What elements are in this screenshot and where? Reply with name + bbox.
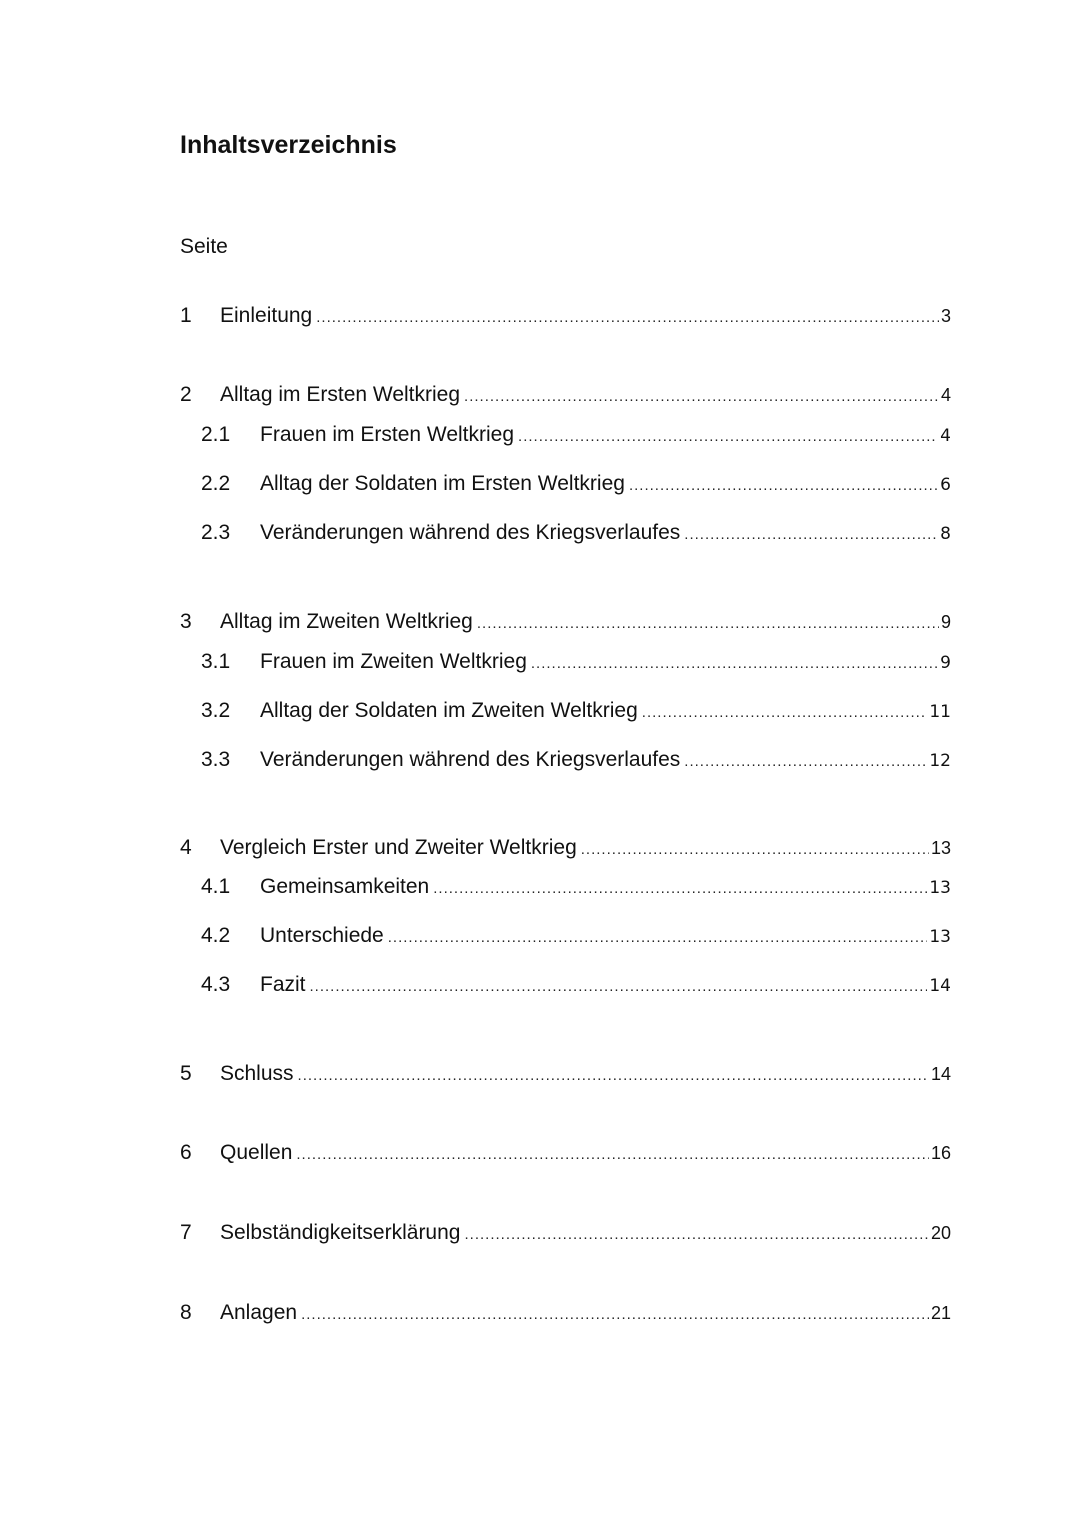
toc-entry-title: Gemeinsamkeiten	[260, 875, 430, 898]
toc-entry-number: 2.2	[201, 472, 231, 495]
toc-entry-line	[220, 1059, 951, 1089]
toc-entry-line	[260, 518, 951, 548]
toc-entry-page: 12	[929, 751, 951, 771]
toc-dot-leader	[464, 382, 939, 412]
toc-entry-title: Alltag im Zweiten Weltkrieg	[220, 610, 473, 633]
toc-dot-leader	[296, 1140, 929, 1170]
toc-subentry	[0, 647, 1080, 677]
toc-dot-leader	[388, 923, 928, 953]
toc-subentry	[0, 745, 1080, 775]
toc-entry-line	[220, 1218, 951, 1248]
toc-dot-leader	[518, 422, 938, 452]
toc-entry-line	[220, 1138, 951, 1168]
toc-entry-page: 9	[940, 612, 951, 632]
toc-entry-line	[260, 647, 951, 677]
toc-entry-title: Alltag der Soldaten im Ersten Weltkrieg	[260, 472, 625, 495]
toc-entry-line	[260, 469, 951, 499]
toc-entry-line	[220, 607, 951, 637]
toc-entry-page: 21	[930, 1303, 951, 1323]
toc-entry-title: Schluss	[220, 1062, 294, 1085]
page-column-label: Seite	[180, 235, 228, 258]
toc-entry-number: 1	[180, 304, 192, 327]
document-title: Inhaltsverzeichnis	[180, 131, 397, 159]
toc-subentry	[0, 872, 1080, 902]
toc-dot-leader	[684, 747, 927, 777]
toc-entry-line	[260, 745, 951, 775]
toc-entry-number: 8	[180, 1301, 192, 1324]
toc-entry-number: 4.2	[201, 924, 231, 947]
toc-entry-title: Frauen im Zweiten Weltkrieg	[260, 650, 527, 673]
toc-entry	[0, 1059, 1080, 1089]
toc-subentry	[0, 469, 1080, 499]
toc-entry-page: 4	[940, 385, 951, 405]
toc-entry-title: Einleitung	[220, 304, 313, 327]
toc-entry-page: 9	[940, 653, 951, 673]
toc-dot-leader	[531, 649, 938, 679]
toc-entry-line	[260, 970, 951, 1000]
toc-entry-line	[260, 921, 951, 951]
toc-entry-page: 4	[940, 426, 951, 446]
toc-entry-title: Alltag im Ersten Weltkrieg	[220, 383, 461, 406]
toc-dot-leader	[310, 972, 928, 1002]
toc-entry-number: 2	[180, 383, 192, 406]
toc-dot-leader	[477, 609, 939, 639]
toc-dot-leader	[316, 303, 939, 333]
toc-subentry	[0, 921, 1080, 951]
toc-entry-number: 3.2	[201, 699, 231, 722]
toc-entry-number: 3.3	[201, 748, 231, 771]
toc-entry-line	[260, 872, 951, 902]
toc-dot-leader	[642, 698, 928, 728]
toc-entry	[0, 380, 1080, 410]
toc-entry-title: Anlagen	[220, 1301, 298, 1324]
toc-entry-number: 6	[180, 1141, 192, 1164]
toc-entry-title: Quellen	[220, 1141, 293, 1164]
toc-entry	[0, 301, 1080, 331]
toc-subentry	[0, 420, 1080, 450]
toc-entry-line	[220, 1298, 951, 1328]
toc-subentry	[0, 518, 1080, 548]
toc-entry-line	[220, 301, 951, 331]
toc-dot-leader	[433, 874, 927, 904]
toc-dot-leader	[301, 1300, 929, 1330]
toc-entry-page: 14	[930, 1064, 951, 1084]
toc-entry-title: Alltag der Soldaten im Zweiten Weltkrieg	[260, 699, 638, 722]
toc-entry-page: 13	[930, 838, 951, 858]
toc-entry-page: 6	[940, 475, 951, 495]
toc-entry-page: 8	[940, 524, 951, 544]
toc-entry-title: Frauen im Ersten Weltkrieg	[260, 423, 515, 446]
toc-entry-number: 2.3	[201, 521, 231, 544]
toc-entry-number: 4.3	[201, 973, 231, 996]
toc-subentry	[0, 970, 1080, 1000]
toc-dot-leader	[684, 520, 938, 550]
toc-entry-page: 13	[929, 878, 951, 898]
toc-entry-line	[220, 380, 951, 410]
toc-entry-title: Unterschiede	[260, 924, 384, 947]
toc-entry-number: 4.1	[201, 875, 231, 898]
toc-entry-page: 20	[930, 1223, 951, 1243]
toc-entry-title: Fazit	[260, 973, 306, 996]
toc-entry-page: 14	[929, 976, 951, 996]
toc-entry-page: 16	[930, 1143, 951, 1163]
toc-entry-title: Vergleich Erster und Zweiter Weltkrieg	[220, 836, 577, 859]
toc-entry-title: Selbständigkeitserklärung	[220, 1221, 461, 1244]
toc-entry-number: 5	[180, 1062, 192, 1085]
toc-entry	[0, 1218, 1080, 1248]
toc-entry-line	[260, 420, 951, 450]
toc-entry	[0, 1298, 1080, 1328]
toc-entry-page: 3	[940, 306, 951, 326]
toc-entry-line	[260, 696, 951, 726]
toc-entry	[0, 607, 1080, 637]
toc-dot-leader	[298, 1061, 929, 1091]
toc-entry-page: 11	[929, 702, 951, 722]
toc-dot-leader	[581, 835, 929, 865]
toc-entry-number: 2.1	[201, 423, 231, 446]
toc-entry-title: Veränderungen während des Kriegsverlaufes	[260, 748, 681, 771]
toc-entry	[0, 1138, 1080, 1168]
toc-entry-title: Veränderungen während des Kriegsverlaufes	[260, 521, 681, 544]
toc-dot-leader	[629, 471, 938, 501]
toc-entry-number: 7	[180, 1221, 192, 1244]
toc-dot-leader	[464, 1220, 928, 1250]
toc-entry-page: 13	[929, 927, 951, 947]
toc-subentry	[0, 696, 1080, 726]
toc-entry-number: 3.1	[201, 650, 231, 673]
toc-entry-line	[220, 833, 951, 863]
toc-entry	[0, 833, 1080, 863]
toc-entry-number: 3	[180, 610, 192, 633]
toc-entry-number: 4	[180, 836, 192, 859]
